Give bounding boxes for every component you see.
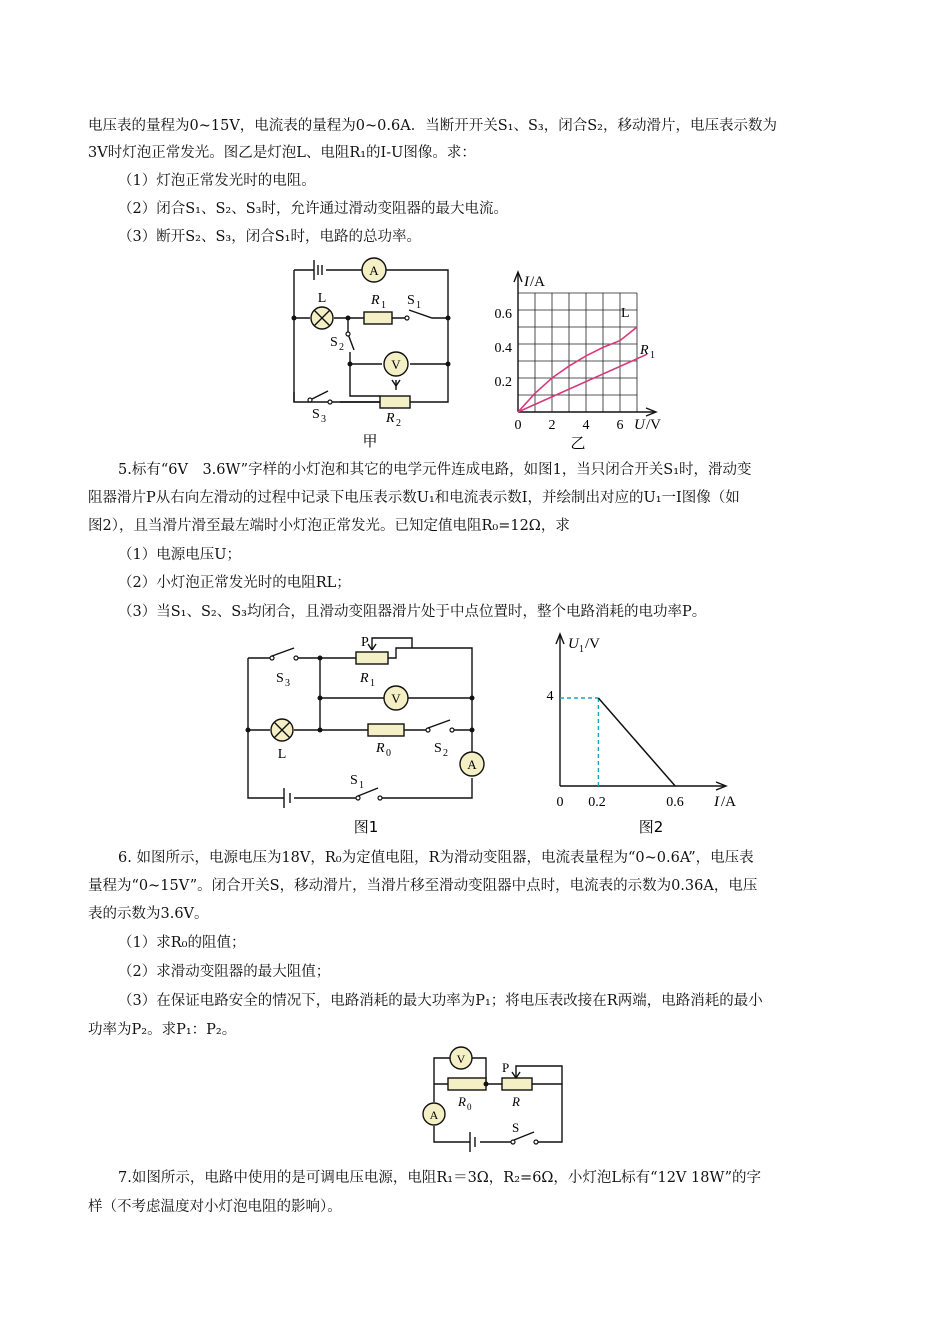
q5-voltmeter-label: V — [391, 691, 401, 706]
q4-ammeter-label: A — [369, 263, 379, 278]
q5-fig1-caption: 图1 — [353, 818, 379, 836]
q4-s3-subscript: 3 — [321, 414, 326, 425]
q6-voltmeter-label: V — [456, 1052, 466, 1066]
q5-s3-label: S — [276, 671, 284, 686]
q4-s1-subscript: 1 — [416, 300, 421, 311]
q4-r1-subscript: 1 — [381, 300, 386, 311]
u1i-x-tick-0.6: 0.6 — [666, 795, 684, 810]
iu-y-axis-symbol: I — [524, 274, 529, 290]
q4-fig-caption-right: 乙 — [570, 434, 586, 452]
q4-r2-label: R — [386, 411, 395, 426]
q5-text-line-3: 图2），且当滑片滑至最左端时小灯泡正常发光。已知定值电阻R₀=12Ω，求 — [88, 518, 570, 534]
q5-circuit-diagram-1 — [232, 634, 502, 844]
q7-text-line-2: 样（不考虑温度对小灯泡电阻的影响）。 — [88, 1199, 342, 1215]
q6-ammeter-label: A — [429, 1108, 439, 1122]
q4-text-line-2: 3V时灯泡正常发光。图乙是灯泡L、电阻R₁的I-U图像。求： — [88, 145, 476, 161]
q6-text-line-1: 6. 如图所示，电源电压为18V，R₀为定值电阻，R为滑动变阻器，电流表量程为“0~0.6A”，电压表 — [118, 850, 754, 866]
q6-subquestion-3a: （3）在保证电路安全的情况下，电路消耗的最大功率为P₁；将电压表改接在R两端，电路消耗的最小 — [118, 993, 763, 1009]
iu-x-axis-symbol: U — [634, 417, 645, 433]
q5-lamp-label: L — [277, 747, 287, 762]
q6-r0-label: R — [458, 1094, 466, 1109]
q5-ammeter-label: A — [467, 757, 477, 772]
iu-x-tick-4: 4 — [582, 418, 590, 433]
iu-series-label-r: R — [640, 343, 649, 358]
q5-text-line-2: 阻器滑片P从右向左滑动的过程中记录下电压表示数U₁和电流表示数I，并绘制出对应的U₁一I图像（如 — [88, 490, 740, 506]
q5-text-line-1: 5.标有“6V 3.6W”字样的小灯泡和其它的电学元件连成电路，如图1，当只闭合开关S₁时，滑动变 — [118, 462, 752, 478]
q5-subquestion-2: （2）小灯泡正常发光时的电阻RL； — [118, 575, 351, 591]
iu-x-axis-unit: /V — [646, 417, 661, 433]
q4-s2-label: S — [330, 335, 338, 350]
u1i-y-axis-symbol: U — [568, 636, 579, 652]
q5-fig2-caption: 图2 — [638, 818, 664, 836]
q4-lamp-label: L — [317, 291, 327, 306]
q4-s1-label: S — [407, 293, 415, 308]
q5-r1-subscript: 1 — [370, 678, 375, 689]
q4-r2-subscript: 2 — [396, 418, 401, 429]
q4-subquestion-2: （2）闭合S₁、S₂、S₃时，允许通过滑动变阻器的最大电流。 — [118, 201, 508, 217]
q4-text-line-1: 电压表的量程为0~15V，电流表的量程为0~0.6A．当断开开关S₁、S₃，闭合S₂，移动滑片，电压表示数为 — [88, 118, 777, 134]
q6-switch-s-label: S — [512, 1120, 520, 1135]
q4-subquestion-3: （3）断开S₂、S₃，闭合S₁时，电路的总功率。 — [118, 229, 421, 245]
q4-voltmeter-label: V — [391, 357, 401, 372]
iu-x-tick-6: 6 — [616, 418, 624, 433]
iu-series-label-r-sub: 1 — [650, 350, 655, 361]
q5-subquestion-3: （3）当S₁、S₂、S₃均闭合，且滑动变阻器滑片处于中点位置时，整个电路消耗的电功率P。 — [118, 604, 707, 620]
iu-x-tick-0: 0 — [514, 418, 522, 433]
iu-y-axis-unit: /A — [530, 274, 545, 290]
q4-circuit-diagram — [270, 254, 470, 454]
q5-subquestion-1: （1）电源电压U； — [118, 547, 241, 563]
q6-slider-p-label: P — [502, 1060, 510, 1075]
q6-circuit-diagram — [416, 1044, 576, 1154]
q6-r0-subscript: 0 — [467, 1102, 472, 1112]
q4-fig-caption-left: 甲 — [362, 432, 378, 450]
q6-subquestion-2: （2）求滑动变阻器的最大阻值； — [118, 964, 331, 980]
u1i-x-axis-symbol: I — [714, 794, 719, 810]
q5-slider-p-label: P — [361, 635, 369, 650]
q6-text-line-3: 表的示数为3.6V。 — [88, 906, 209, 922]
u1i-y-tick-4: 4 — [546, 689, 554, 704]
q4-s2-subscript: 2 — [339, 342, 344, 353]
iu-x-tick-2: 2 — [548, 418, 556, 433]
u1i-y-axis-unit: /V — [585, 636, 600, 652]
q6-subquestion-1: （1）求R₀的阻值； — [118, 935, 246, 951]
q4-iu-graph — [478, 262, 678, 452]
q5-u1-i-graph — [538, 626, 758, 838]
q4-r1-label: R — [371, 293, 380, 308]
q5-r0-subscript: 0 — [386, 748, 391, 759]
u1i-x-tick-0.2: 0.2 — [588, 795, 606, 810]
q5-s2-label: S — [434, 741, 442, 756]
iu-y-tick-0.4: 0.4 — [494, 341, 512, 356]
q5-s1-subscript: 1 — [359, 780, 364, 791]
q5-r0-label: R — [376, 741, 385, 756]
q5-r1-label: R — [360, 671, 369, 686]
u1i-y-axis-sub: 1 — [579, 644, 584, 655]
series-line-r1 — [518, 354, 647, 412]
q6-subquestion-3b: 功率为P₂。求P₁：P₂。 — [88, 1022, 237, 1038]
q7-text-line-1: 7.如图所示，电路中使用的是可调电压电源，电阻R₁＝3Ω，R₂=6Ω，小灯泡L标有“12V 18W”的字 — [118, 1170, 762, 1186]
iu-y-tick-0.2: 0.2 — [494, 375, 512, 390]
q6-text-line-2: 量程为“0~15V”。闭合开关S，移动滑片，当滑片移至滑动变阻器中点时，电流表的示数为0.36A，电压 — [88, 878, 758, 894]
q4-s3-label: S — [312, 407, 320, 422]
series-line-u1-i — [598, 698, 675, 786]
iu-y-tick-0.6: 0.6 — [494, 307, 512, 322]
q4-subquestion-1: （1）灯泡正常发光时的电阻。 — [118, 173, 316, 189]
u1i-x-tick-0: 0 — [556, 795, 564, 810]
q5-s3-subscript: 3 — [285, 678, 290, 689]
q6-r-label: R — [512, 1094, 520, 1109]
series-line-l — [518, 327, 637, 412]
iu-series-label-l: L — [621, 306, 630, 321]
q5-s2-subscript: 2 — [443, 748, 448, 759]
u1i-x-axis-unit: /A — [721, 794, 736, 810]
q5-s1-label: S — [350, 773, 358, 788]
